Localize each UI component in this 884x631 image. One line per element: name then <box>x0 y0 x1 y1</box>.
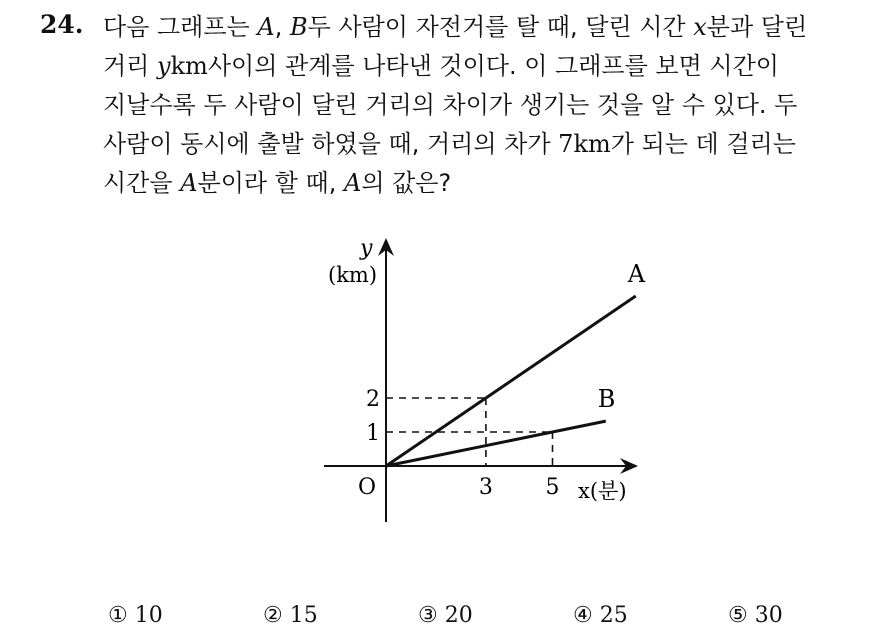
text-run: 분과 달린 <box>706 13 808 41</box>
text-run: 사이의 관계를 나타낸 것이다. 이 그래프를 보면 시간이 <box>207 52 779 80</box>
problem-line <box>103 8 878 47</box>
math-term: A <box>180 169 198 197</box>
series-labels <box>598 260 646 413</box>
series-lines <box>386 296 636 466</box>
problem-line <box>103 86 878 125</box>
series-label-a: A <box>627 260 646 288</box>
y-axis-var-label: y <box>360 236 373 261</box>
text-run: 거리 <box>103 52 157 80</box>
graph <box>300 230 650 530</box>
series-label-b: B <box>597 385 616 414</box>
x-tick-label: 5 <box>545 475 560 500</box>
text-run: 가 되는 데 걸리는 <box>610 130 796 158</box>
text-run: 사람이 동시에 출발 하였을 때, 거리의 차가 <box>103 130 559 158</box>
y-axis-unit-label: (km) <box>328 263 378 287</box>
choice-1[interactable]: ① 10 <box>108 603 163 628</box>
choice-3[interactable]: ③ 20 <box>418 603 473 628</box>
origin-label: O <box>358 475 377 500</box>
x-tick-label: 3 <box>478 475 493 500</box>
text-run: 두 사람이 자전거를 탈 때, 달린 시간 <box>307 13 694 41</box>
text-run: 시간을 <box>103 169 181 197</box>
choice-4[interactable]: ④ 25 <box>573 603 628 628</box>
tick-labels <box>366 387 560 500</box>
choice-2[interactable]: ② 15 <box>263 603 318 628</box>
text-run: , <box>274 13 290 41</box>
choice-5[interactable]: ⑤ 30 <box>728 603 783 628</box>
problem-text <box>103 8 878 203</box>
math-term: y <box>157 52 171 80</box>
problem-line <box>103 125 878 164</box>
text-run: 지날수록 두 사람이 달린 거리의 차이가 생기는 것을 알 수 있다. 두 <box>103 91 798 119</box>
math-term: A <box>343 169 362 197</box>
y-tick-label: 2 <box>366 387 380 412</box>
problem-line <box>103 47 878 86</box>
text-run: 의 값은? <box>361 169 452 197</box>
math-term: B <box>289 13 308 41</box>
text-run: 다음 그래프는 <box>103 13 258 41</box>
x-axis-label: x(분) <box>578 479 627 503</box>
y-tick-label: 1 <box>366 421 380 446</box>
problem-number: 24. <box>40 10 84 39</box>
math-term: A <box>257 13 275 41</box>
problem-line <box>103 164 878 203</box>
text-run: 분이라 할 때, <box>197 169 344 197</box>
math-term: x <box>693 13 707 41</box>
math-term: 7km <box>558 130 611 158</box>
math-term: km <box>170 52 208 80</box>
